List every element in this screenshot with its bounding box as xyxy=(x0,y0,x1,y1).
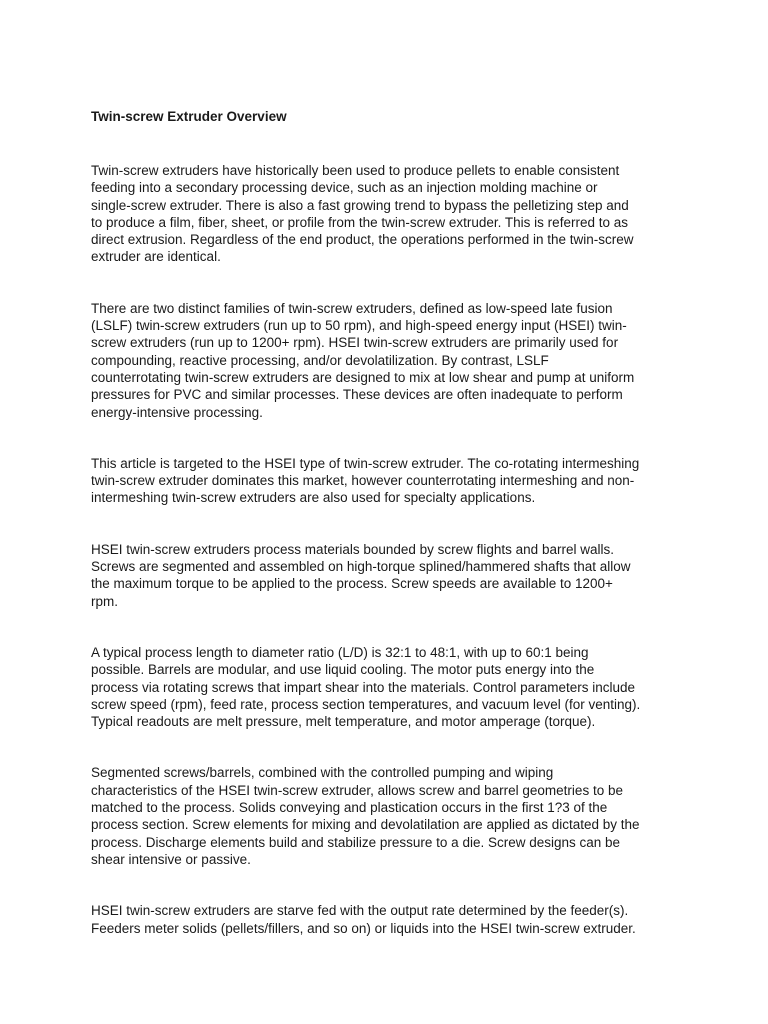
document-title: Twin-screw Extruder Overview xyxy=(91,109,287,124)
paragraph-intro: Twin-screw extruders have historically been used to produce pellets to enable consistent feeding into a secondary processing device, such as an injection molding machine or single-screw extruder. There is also a fast growing trend to bypass the pelletizing step and to produce a film, fiber, sheet, or profile from the twin-screw extruder. This is referred to as direct extrusion. Regardless of the end product, the operations performed in the twin-screw extruder are identical. xyxy=(91,163,634,265)
paragraph-process: HSEI twin-screw extruders process materials bounded by screw flights and barrel walls. Screws are segmented and assembled on high-torque splined/hammered shafts that allow the maximum torque to be applied to the process. Screw speeds are available to 1200+ rpm. xyxy=(91,541,631,609)
paragraph-target: This article is targeted to the HSEI type of twin-screw extruder. The co-rotating intermeshing twin-screw extruder dominates this market, however counterrotating intermeshing and non- intermeshing twin-screw extruders are also used for specialty applications. xyxy=(91,455,640,506)
paragraph-families: There are two distinct families of twin-screw extruders, defined as low-speed late fusion (LSLF) twin-screw extruders (run up to 50 rpm), and high-speed energy input (HSEI) twin- screw extruders (run up to 1200+ rpm). HSEI twin-screw extruders are primarily used for compounding, reactive processing, and/or devolatilization. By contrast, LSLF counterrotating twin-screw extruders are designed to mix at low shear and pump at uniform pressures for PVC and similar processes. These devices are often inadequate to perform energy-intensive processing. xyxy=(91,300,635,420)
paragraph-segmented: Segmented screws/barrels, combined with the controlled pumping and wiping characteristics of the HSEI twin-screw extruder, allows screw and barrel geometries to be matched to the process. Solids conveying and plastication occurs in the first 1?3 of the process section. Screw elements for mixing and devolatilation are applied as dictated by the process. Discharge elements build and stabilize pressure to a die. Screw designs can be shear intensive or passive. xyxy=(91,765,640,867)
paragraph-feeding: HSEI twin-screw extruders are starve fed with the output rate determined by the feeder(s). Feeders meter solids (pellets/fillers, and so on) or liquids into the HSEI twin-screw extruder. xyxy=(91,903,636,936)
paragraph-ld-ratio: A typical process length to diameter ratio (L/D) is 32:1 to 48:1, with up to 60:1 being possible. Barrels are modular, and use liquid cooling. The motor puts energy into the process via rotating screws that impart shear into the materials. Control parameters include screw speed (rpm), feed rate, process section temperatures, and vacuum level (for venting). Typical readouts are melt pressure, melt temperature, and motor amperage (torque). xyxy=(91,644,641,730)
document-page xyxy=(91,108,691,971)
